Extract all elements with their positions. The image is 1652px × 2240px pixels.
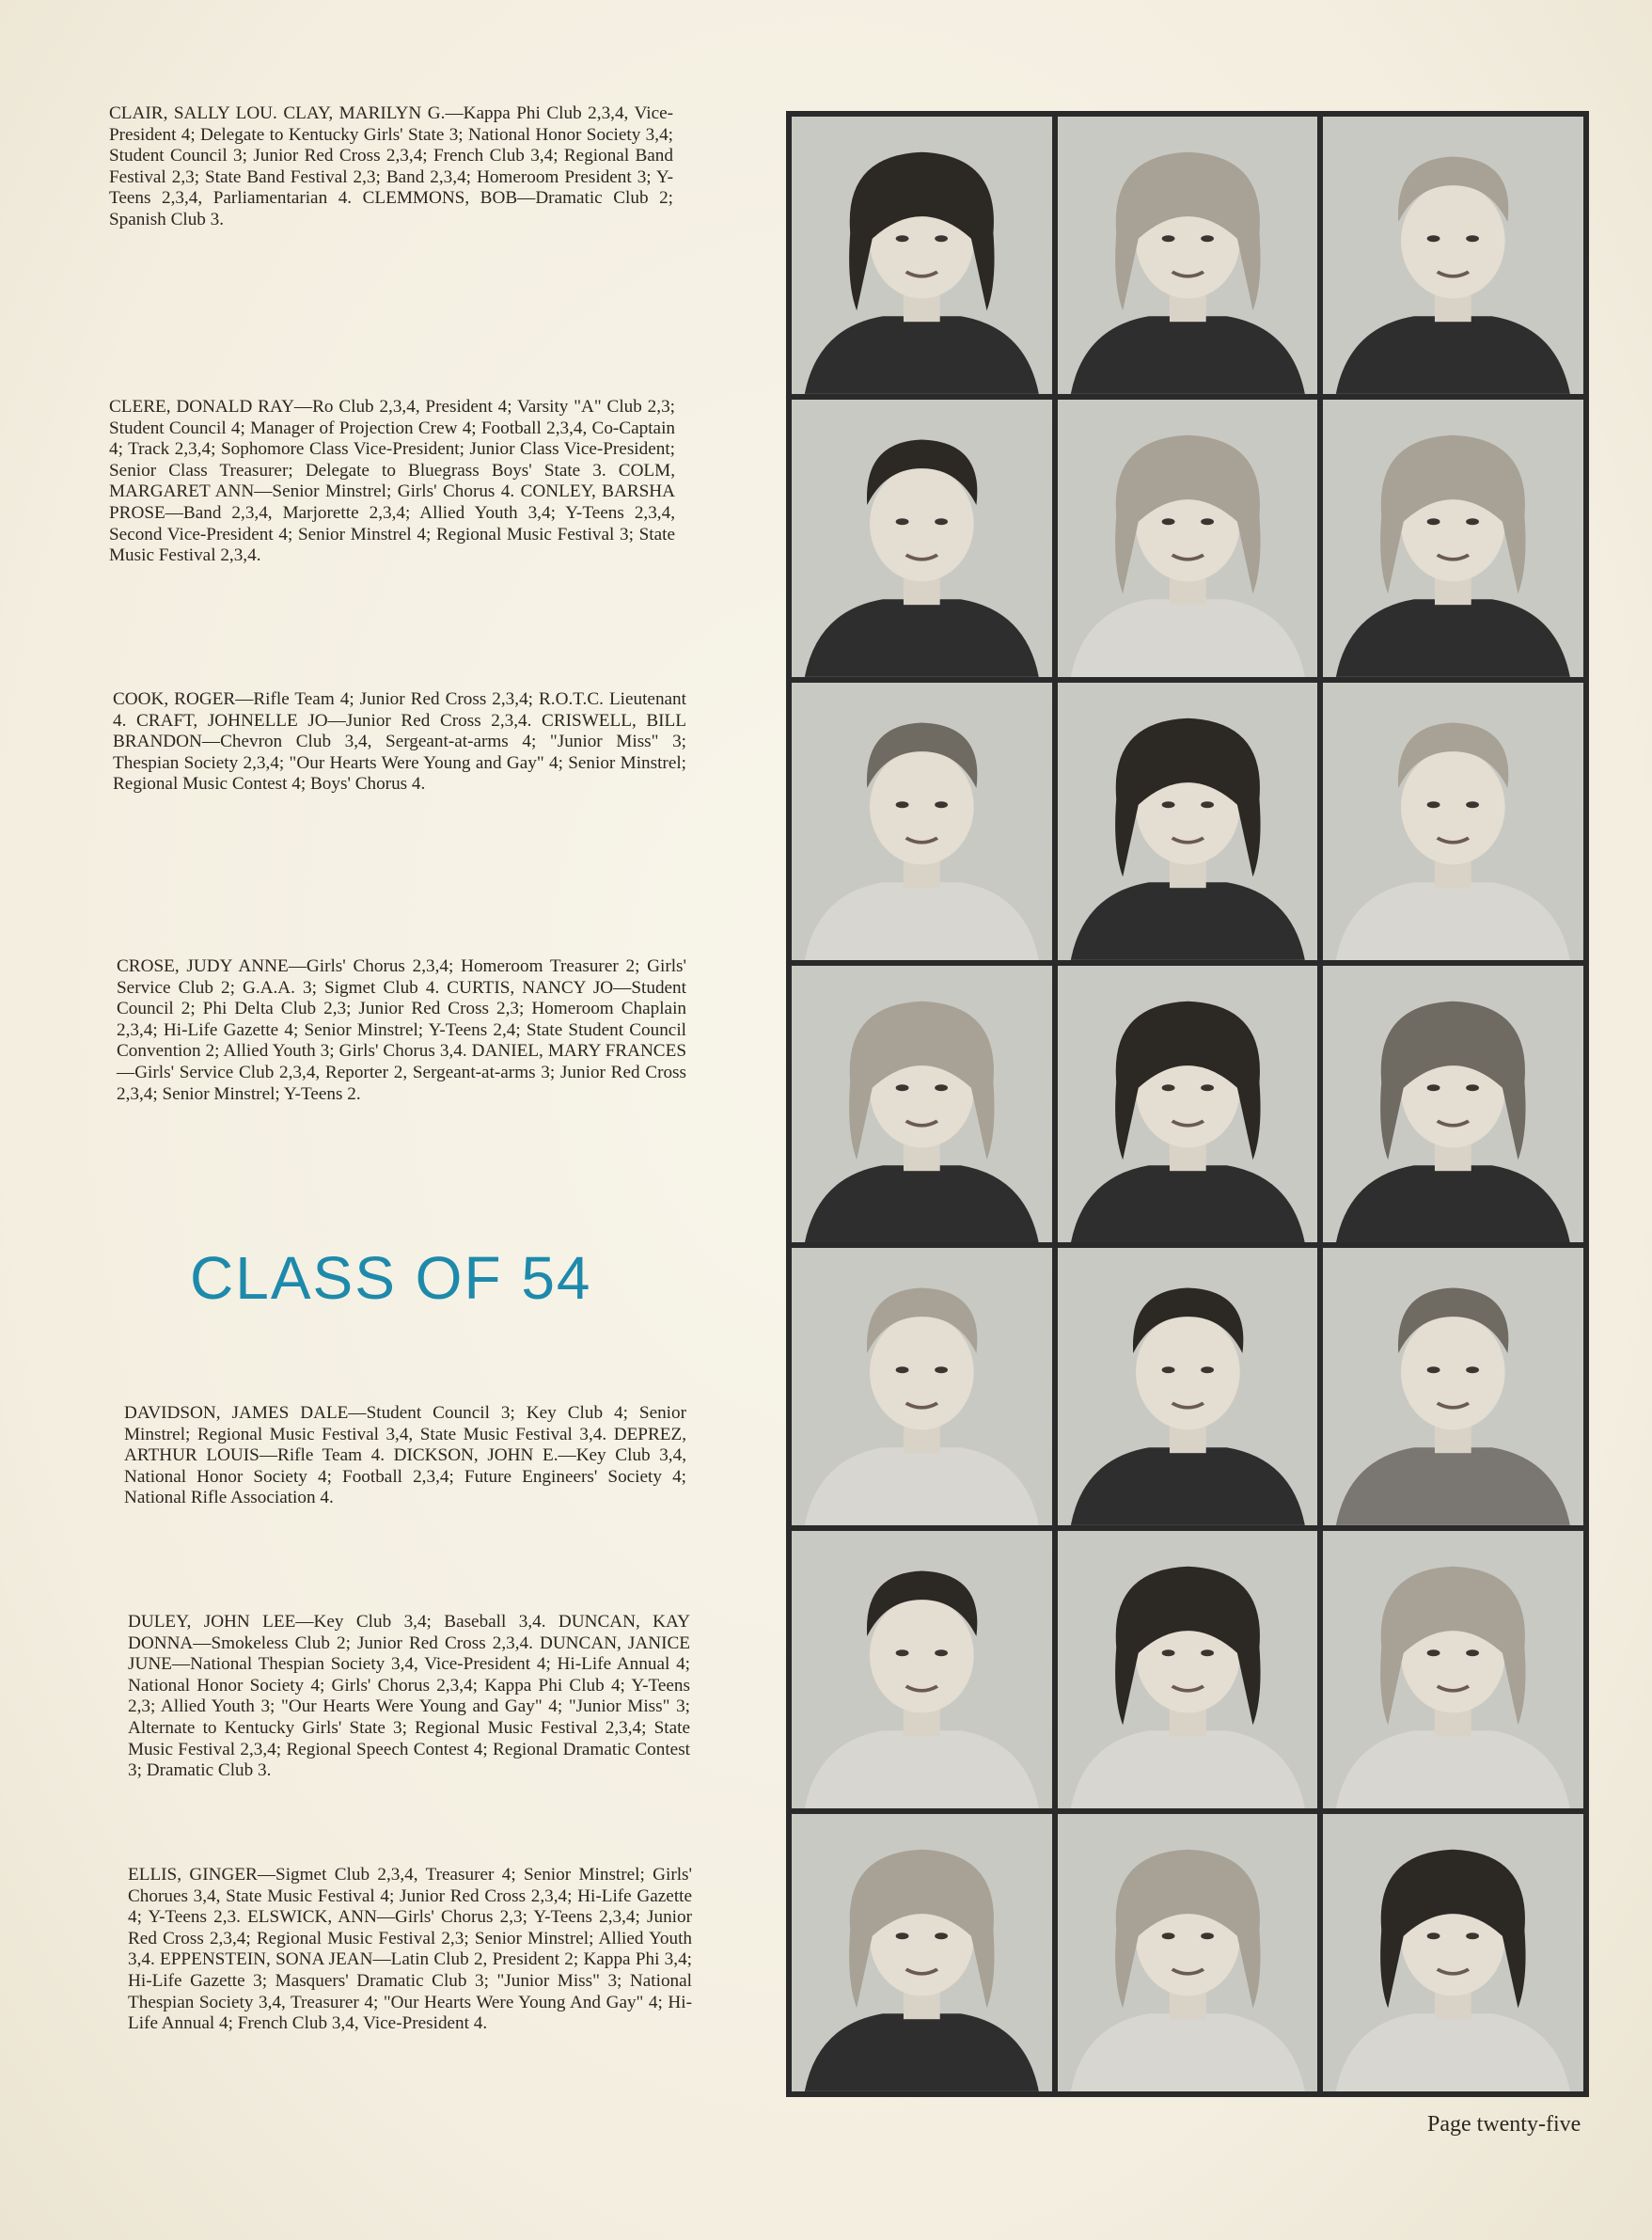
portrait-figure <box>1323 966 1583 1243</box>
portrait-photo <box>1323 1531 1583 1808</box>
portrait-figure <box>1323 1248 1583 1525</box>
portrait-photo <box>792 1814 1052 2091</box>
portrait-photo <box>1323 1814 1583 2091</box>
portrait-figure <box>1323 117 1583 394</box>
portrait-figure <box>792 1531 1052 1808</box>
portrait-photo <box>1058 1531 1318 1808</box>
portrait-photo <box>792 1248 1052 1525</box>
portrait-photo <box>1323 966 1583 1243</box>
portrait-photo <box>1058 400 1318 677</box>
portrait-figure <box>1058 1248 1318 1525</box>
portrait-figure <box>1058 1814 1318 2091</box>
portrait-photo <box>792 683 1052 960</box>
portrait-photo <box>792 400 1052 677</box>
portrait-figure <box>792 400 1052 677</box>
portrait-photo <box>792 1531 1052 1808</box>
portrait-figure <box>1058 400 1318 677</box>
bio-block-6: DULEY, JOHN LEE—Key Club 3,4; Baseball 3,4. DUNCAN, KAY DONNA—Smokeless Club 2; Junior Red Cross 2,3,4. DUNCAN, JANICE JUNE—National Thespian Society 3,4, Vice-President 4; Hi-Life Annual 4; National Honor Society 4; Girls' Chorus 2,3,4; Kappa Phi Club 4; Y-Teens 2,3; Allied Youth 3; "Our Hearts Were Young and Gay" 4; "Junior Miss" 3; Alternate to Kentucky Girls' State 3; Regional Music Festival 2,3,4; State Music Festival 2,3,4; Regional Speech Contest 4; Regional Dramatic Contest 3; Dramatic Club 3. <box>128 1612 690 1781</box>
bio-block-7: ELLIS, GINGER—Sigmet Club 2,3,4, Treasurer 4; Senior Minstrel; Girls' Chorues 3,4, State Music Festival 4; Junior Red Cross 2,3,4; Hi-Life Gazette 4; Y-Teens 2,3. ELSWICK, ANN—Girls' Chorus 2,3; Y-Teens 2,3,4; Junior Red Cross 2,3,4; Regional Music Festival 2,3; Senior Minstrel; Allied Youth 3,4. EPPENSTEIN, SONA JEAN—Latin Club 2, President 2; Kappa Phi 3,4; Hi-Life Gazette 3; Masquers' Dramatic Club 3; "Junior Miss" 3; National Thespian Society 3,4, Treasurer 4; "Our Hearts Were Young And Gay" 4; Hi-Life Annual 4; French Club 3,4, Vice-President 4. <box>128 1865 692 2034</box>
portrait-figure <box>1058 683 1318 960</box>
portrait-figure <box>792 683 1052 960</box>
portrait-figure <box>792 117 1052 394</box>
portrait-figure <box>1323 683 1583 960</box>
bio-block-3: COOK, ROGER—Rifle Team 4; Junior Red Cross 2,3,4; R.O.T.C. Lieutenant 4. CRAFT, JOHNELLE JO—Junior Red Cross 2,3,4. CRISWELL, BILL BRANDON—Chevron Club 3,4, Sergeant-at-arms 4; "Junior Miss" 3; Thespian Society 2,3,4; "Our Hearts Were Young and Gay" 4; Senior Minstrel; Regional Music Contest 4; Boys' Chorus 4. <box>113 689 686 795</box>
portrait-grid <box>786 111 1589 2097</box>
page-number: Page twenty-five <box>1427 2112 1581 2137</box>
portrait-photo <box>1058 117 1318 394</box>
portrait-figure <box>1323 1531 1583 1808</box>
portrait-photo <box>1323 1248 1583 1525</box>
portrait-photo <box>792 966 1052 1243</box>
portrait-figure <box>792 1814 1052 2091</box>
portrait-photo <box>1058 1248 1318 1525</box>
portrait-figure <box>1058 117 1318 394</box>
portrait-photo <box>1058 966 1318 1243</box>
portrait-photo <box>1323 117 1583 394</box>
class-title: CLASS OF 54 <box>190 1244 592 1312</box>
portrait-figure <box>1058 1531 1318 1808</box>
portrait-figure <box>1323 400 1583 677</box>
bio-block-4: CROSE, JUDY ANNE—Girls' Chorus 2,3,4; Homeroom Treasurer 2; Girls' Service Club 2; G.A.A. 3; Sigmet Club 4. CURTIS, NANCY JO—Student Council 2; Phi Delta Club 2,3; Junior Red Cross 2,3; Homeroom Chaplain 2,3,4; Hi-Life Gazette 4; Senior Minstrel; Y-Teens 2,4; State Student Council Convention 2; Allied Youth 3; Girls' Chorus 3,4. DANIEL, MARY FRANCES—Girls' Service Club 2,3,4, Reporter 2, Sergeant-at-arms 3; Junior Red Cross 2,3,4; Senior Minstrel; Y-Teens 2. <box>117 956 686 1104</box>
bio-block-2: CLERE, DONALD RAY—Ro Club 2,3,4, President 4; Varsity "A" Club 2,3; Student Council 4; Manager of Projection Crew 4; Football 2,3,4, Co-Captain 4; Track 2,3,4; Sophomore Class Vice-President; Junior Class Vice-President; Senior Class Treasurer; Delegate to Bluegrass Boys' State 3. COLM, MARGARET ANN—Senior Minstrel; Girls' Chorus 4. CONLEY, BARSHA PROSE—Band 2,3,4, Marjorette 2,3,4; Allied Youth 3,4; Y-Teens 2,3,4, Second Vice-President 4; Senior Minstrel 4; Regional Music Festival 3; State Music Festival 2,3,4. <box>109 397 675 566</box>
bio-block-1: CLAIR, SALLY LOU. CLAY, MARILYN G.—Kappa Phi Club 2,3,4, Vice-President 4; Delegate to Kentucky Girls' State 3; National Honor Society 3,4; Student Council 3; Junior Red Cross 2,3,4; French Club 3,4; Regional Band Festival 2,3; State Band Festival 2,3; Band 2,3,4; Homeroom President 3; Y-Teens 2,3,4, Parliamentarian 4. CLEMMONS, BOB—Dramatic Club 2; Spanish Club 3. <box>109 103 673 229</box>
portrait-photo <box>1058 1814 1318 2091</box>
portrait-photo <box>1058 683 1318 960</box>
portrait-photo <box>1323 400 1583 677</box>
portrait-figure <box>792 966 1052 1243</box>
portrait-figure <box>1323 1814 1583 2091</box>
portrait-figure <box>1058 966 1318 1243</box>
bio-block-5: DAVIDSON, JAMES DALE—Student Council 3; Key Club 4; Senior Minstrel; Regional Music Festival 3,4, State Music Festival 3,4. DEPREZ, ARTHUR LOUIS—Rifle Team 4. DICKSON, JOHN E.—Key Club 3,4, National Honor Society 4; Football 2,3,4; Future Engineers' Society 4; National Rifle Association 4. <box>124 1403 686 1508</box>
portrait-photo <box>1323 683 1583 960</box>
portrait-photo <box>792 117 1052 394</box>
portrait-figure <box>792 1248 1052 1525</box>
